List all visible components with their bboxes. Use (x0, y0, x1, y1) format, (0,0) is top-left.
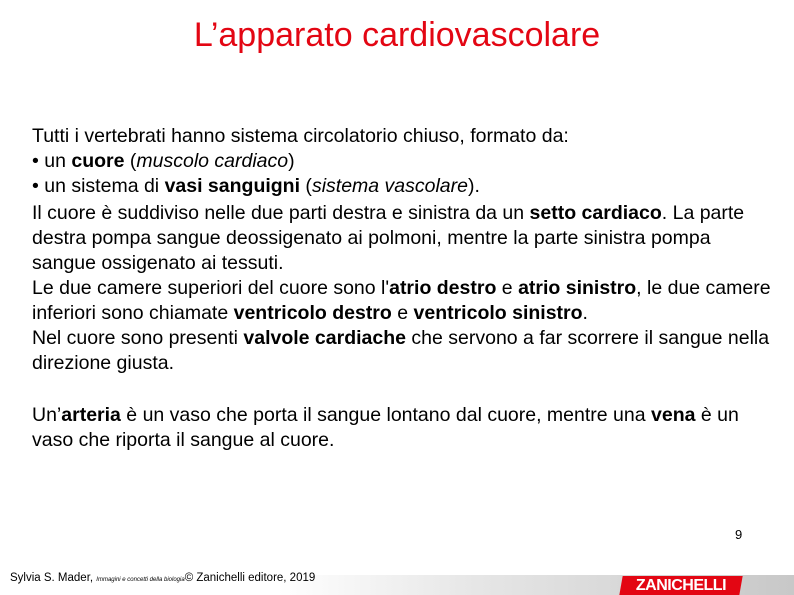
slide-title: L’apparato cardiovascolare (193, 16, 601, 54)
paragraph-valves: Nel cuore sono presenti valvole cardiache che servono a far scorrere il sangue nella direzione giusta. (32, 327, 770, 374)
footer-credit: Sylvia S. Mader, Immagini e concetti della biologia© Zanichelli editore, 2019 (10, 572, 316, 584)
bullet-vessels: • un sistema di vasi sanguigni (sistema vascolare). (32, 175, 480, 197)
intro-line: Tutti i vertebrati hanno sistema circolatorio chiuso, formato da: (32, 125, 569, 147)
paragraph-septum: Il cuore è suddiviso nelle due parti destra e sinistra da un setto cardiaco. La parte destra pompa sangue deossigenato ai polmoni, mentre la parte sinistra pompa sangue ossigenato ai tessuti. (32, 202, 745, 274)
paragraph-artery-vein: Un’arteria è un vaso che porta il sangue lontano dal cuore, mentre una vena è un vaso che riporta il sangue al cuore. (32, 404, 739, 451)
slide-body (32, 124, 772, 453)
paragraph-chambers: Le due camere superiori del cuore sono l'atrio destro e atrio sinistro, le due camere inferiori sono chiamate ventricolo destro e ventricolo sinistro. (32, 277, 771, 324)
book-title: Immagini e concetti della biologia (96, 577, 185, 583)
bullet-heart: • un cuore (muscolo cardiaco) (32, 150, 295, 172)
zanichelli-logo: ZANICHELLI (619, 576, 742, 595)
page-number: 9 (735, 527, 743, 542)
